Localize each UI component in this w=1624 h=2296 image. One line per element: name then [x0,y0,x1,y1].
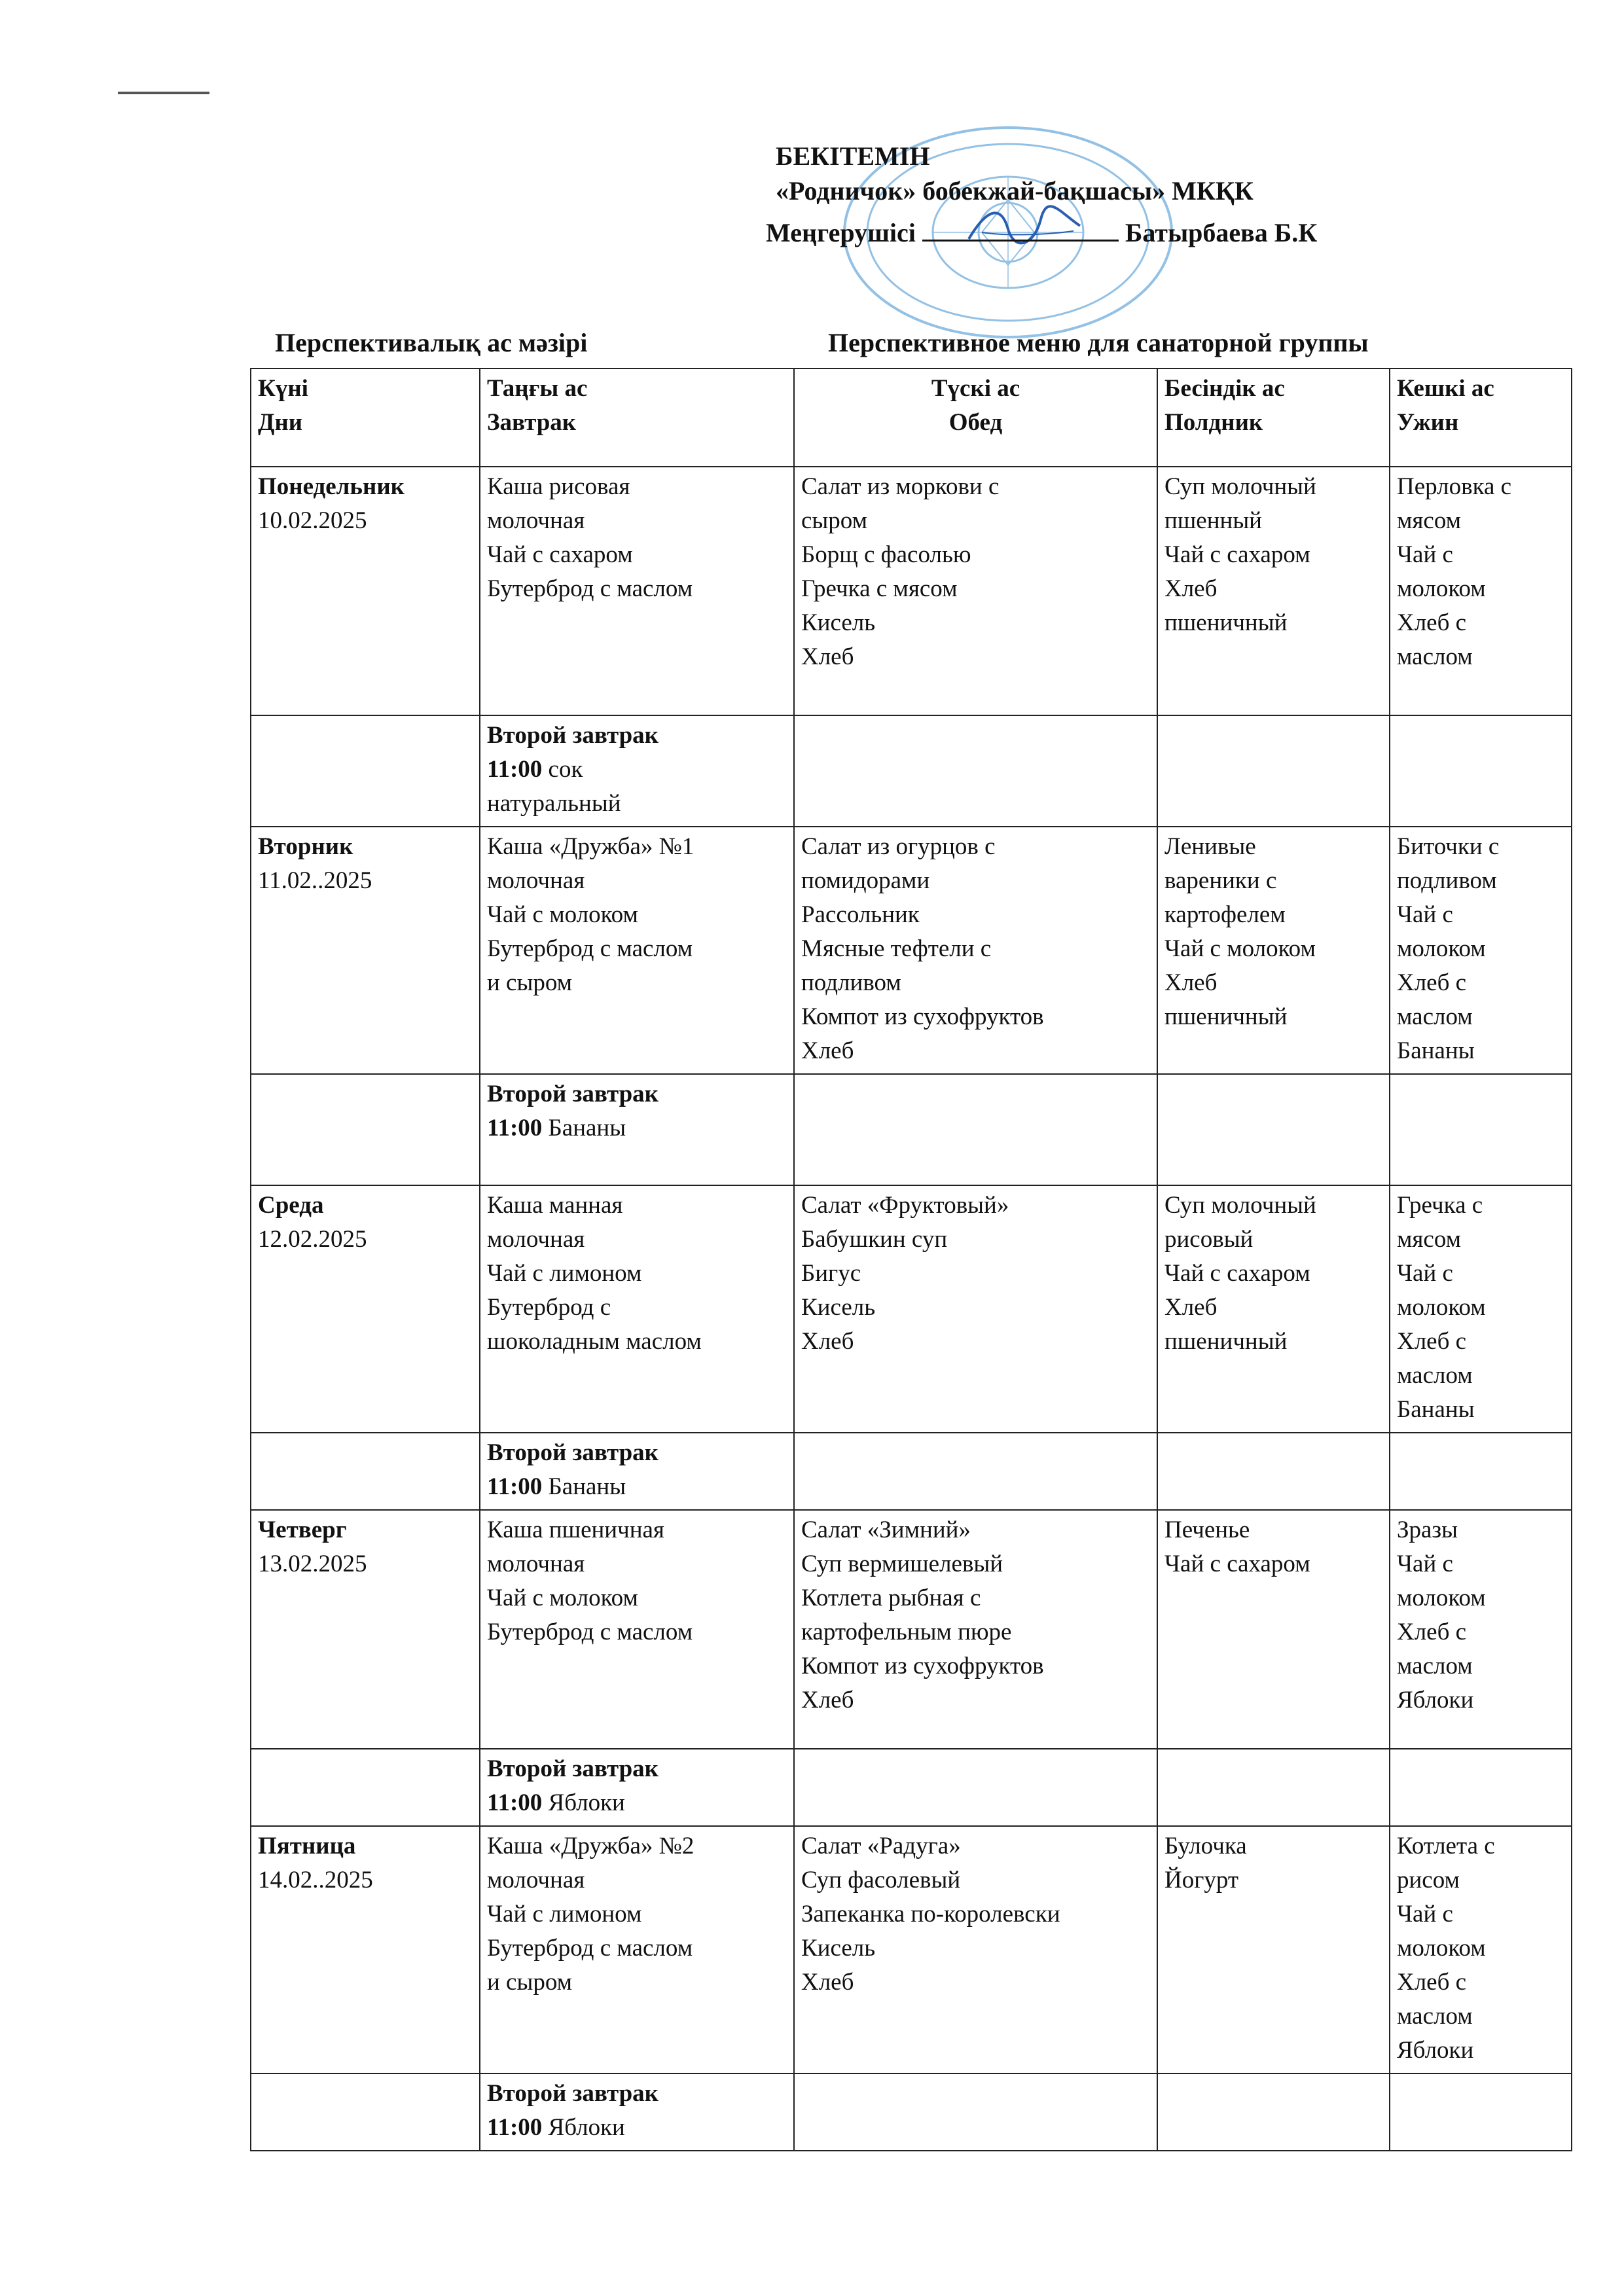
second-breakfast-label: Второй завтрак [487,2080,659,2107]
breakfast-cell [480,1185,794,1433]
day-name: Среда [258,1192,324,1219]
second-breakfast-label: Второй завтрак [487,1439,659,1466]
approval-head-name: Батырбаева Б.К [1125,218,1318,247]
header-lunch: Түскі ас Обед [794,368,1157,467]
dinner-item: молоком [1397,575,1486,602]
second-breakfast-time: 11:00 [487,1115,543,1141]
snack-item: Хлеб [1164,1294,1218,1321]
header-snack: Бесіндік ас Полдник [1157,368,1390,467]
lunch-item: подливом [801,969,901,996]
lunch-cell [794,1826,1157,2073]
lunch-item: Хлеб [801,1687,854,1713]
second-breakfast-time: 11:00 [487,756,543,783]
lunch-item: Рассольник [801,901,920,928]
lunch-item: Суп фасолевый [801,1867,961,1893]
breakfast-cell [480,1510,794,1749]
approval-head-title: Меңгерушісі [766,218,916,247]
day-cell [251,827,480,1074]
empty-cell [1157,1749,1390,1826]
lunch-item: Салат «Фруктовый» [801,1192,1009,1219]
lunch-item: Компот из сухофруктов [801,1653,1044,1679]
dinner-item: Чай с [1397,1551,1453,1577]
breakfast-item: молочная [487,1551,585,1577]
lunch-item: Суп вермишелевый [801,1551,1003,1577]
breakfast-item: Каша манная [487,1192,623,1219]
dinner-item: мясом [1397,1226,1462,1253]
dinner-item: молоком [1397,1935,1486,1962]
second-breakfast-item: Яблоки [548,2114,625,2141]
second-breakfast-label: Второй завтрак [487,1755,659,1782]
dinner-item: маслом [1397,643,1473,670]
lunch-item: помидорами [801,867,930,894]
day-cell [251,1826,480,2073]
dinner-item: маслом [1397,1653,1473,1679]
dinner-cell [1390,1826,1572,2073]
dinner-item: Бананы [1397,1396,1475,1423]
breakfast-item: молочная [487,867,585,894]
dinner-item: Хлеб с [1397,1328,1467,1355]
snack-item: Ленивые [1164,833,1256,860]
empty-cell [1390,1074,1572,1185]
second-breakfast-item: сок [548,756,583,783]
second-breakfast-line [487,2111,787,2145]
lunch-item: Кисель [801,1294,876,1321]
breakfast-item: Чай с лимоном [487,1260,642,1287]
empty-cell [1157,2073,1390,2151]
breakfast-item: Чай с сахаром [487,541,633,568]
breakfast-item: и сыром [487,969,573,996]
breakfast-item: Каша пшеничная [487,1516,664,1543]
snack-item: Хлеб [1164,969,1218,996]
second-breakfast-line [487,1111,787,1145]
lunch-item: картофельным пюре [801,1619,1012,1645]
empty-cell [251,2073,480,2151]
second-breakfast-item: Яблоки [548,1789,625,1816]
empty-cell [794,1433,1157,1510]
second-breakfast-item: Бананы [548,1115,626,1141]
breakfast-item: Каша «Дружба» №2 [487,1833,695,1859]
day-date: 11.02..2025 [258,867,372,894]
snack-item: Чай с сахаром [1164,1551,1310,1577]
dinner-item: Хлеб с [1397,1619,1467,1645]
breakfast-item: Чай с молоком [487,901,638,928]
second-breakfast-item: Бананы [548,1473,626,1500]
second-breakfast-row [251,1433,1572,1510]
lunch-item: Запеканка по-королевски [801,1901,1060,1928]
breakfast-item: Бутерброд с маслом [487,575,693,602]
day-name: Пятница [258,1833,356,1859]
empty-cell [794,715,1157,827]
table-header-row [251,368,1572,467]
day-date: 14.02..2025 [258,1867,373,1893]
dinner-item: Котлета с [1397,1833,1495,1859]
lunch-cell [794,467,1157,715]
snack-cell [1157,1185,1390,1433]
snack-item: Хлеб [1164,575,1218,602]
breakfast-item: молочная [487,1867,585,1893]
day-name: Вторник [258,833,353,860]
second-breakfast-time: 11:00 [487,2114,543,2141]
lunch-item: Котлета рыбная с [801,1585,981,1611]
dinner-item: Биточки с [1397,833,1500,860]
header-dinner: Кешкі ас Ужин [1390,368,1572,467]
snack-item: Чай с сахаром [1164,1260,1310,1287]
dinner-item: молоком [1397,1585,1486,1611]
empty-cell [1157,715,1390,827]
breakfast-item: молочная [487,507,585,534]
snack-item: картофелем [1164,901,1286,928]
dinner-cell [1390,467,1572,715]
day-name: Четверг [258,1516,347,1543]
dinner-item: Гречка с [1397,1192,1483,1219]
dinner-item: Хлеб с [1397,969,1467,996]
table-row [251,1185,1572,1433]
snack-item: рисовый [1164,1226,1254,1253]
snack-item: Чай с сахаром [1164,541,1310,568]
second-breakfast-line [487,1786,787,1820]
menu-title-kz: Перспективалық ас мәзірі [275,328,588,357]
lunch-item: Кисель [801,609,876,636]
dinner-item: мясом [1397,507,1462,534]
dinner-cell [1390,1510,1572,1749]
table-row [251,1826,1572,2073]
header-days: Күні Дни [251,368,480,467]
second-breakfast-extra: натуральный [487,790,621,817]
breakfast-item: Каша рисовая [487,473,630,500]
lunch-cell [794,1510,1157,1749]
lunch-item: Гречка с мясом [801,575,958,602]
dinner-item: Зразы [1397,1516,1458,1543]
lunch-item: Кисель [801,1935,876,1962]
day-date: 12.02.2025 [258,1226,367,1253]
dinner-item: рисом [1397,1867,1460,1893]
second-breakfast-cell [480,1749,794,1826]
lunch-cell [794,827,1157,1074]
second-breakfast-cell [480,2073,794,2151]
lunch-cell [794,1185,1157,1433]
snack-item: Йогурт [1164,1867,1239,1893]
empty-cell [251,715,480,827]
day-cell [251,467,480,715]
table-row [251,467,1572,715]
breakfast-item: Бутерброд с [487,1294,611,1321]
empty-cell [251,1433,480,1510]
lunch-item: Салат из огурцов с [801,833,996,860]
breakfast-cell [480,467,794,715]
empty-cell [794,1074,1157,1185]
dinner-item: Хлеб с [1397,1969,1467,1996]
breakfast-item: Бутерброд с маслом [487,935,693,962]
breakfast-item: и сыром [487,1969,573,1996]
snack-item: Суп молочный [1164,1192,1316,1219]
dinner-item: маслом [1397,1362,1473,1389]
snack-item: пшеничный [1164,1328,1288,1355]
empty-cell [1157,1074,1390,1185]
approval-organization: «Родничок» бобекжай-бақшасы» МКҚК [776,176,1254,206]
lunch-item: Салат «Зимний» [801,1516,971,1543]
menu-title-ru: Перспективное меню для санаторной группы [828,328,1369,357]
lunch-item: Хлеб [801,1969,854,1996]
second-breakfast-label: Второй завтрак [487,722,659,749]
dinner-item: Чай с [1397,541,1453,568]
snack-item: Булочка [1164,1833,1247,1859]
dinner-item: Чай с [1397,901,1453,928]
lunch-item: Мясные тефтели с [801,935,992,962]
dinner-item: Чай с [1397,1260,1453,1287]
lunch-item: Хлеб [801,1328,854,1355]
empty-cell [1390,715,1572,827]
snack-item: вареники с [1164,867,1277,894]
lunch-item: Борщ с фасолью [801,541,971,568]
dinner-item: Хлеб с [1397,609,1467,636]
snack-cell [1157,827,1390,1074]
snack-item: Печенье [1164,1516,1250,1543]
day-cell [251,1510,480,1749]
second-breakfast-line [487,753,787,787]
dinner-item: маслом [1397,2003,1473,2030]
second-breakfast-cell [480,1433,794,1510]
dinner-item: Чай с [1397,1901,1453,1928]
snack-cell [1157,1826,1390,2073]
second-breakfast-cell [480,1074,794,1185]
snack-cell [1157,467,1390,715]
breakfast-item: Бутерброд с маслом [487,1935,693,1962]
second-breakfast-row [251,1074,1572,1185]
day-date: 10.02.2025 [258,507,367,534]
dinner-item: молоком [1397,935,1486,962]
breakfast-item: Чай с молоком [487,1585,638,1611]
dinner-item: Бананы [1397,1037,1475,1064]
lunch-item: Хлеб [801,1037,854,1064]
breakfast-item: шоколадным маслом [487,1328,702,1355]
lunch-item: Салат «Радуга» [801,1833,961,1859]
second-breakfast-cell [480,715,794,827]
dinner-cell [1390,1185,1572,1433]
day-date: 13.02.2025 [258,1551,367,1577]
breakfast-item: Каша «Дружба» №1 [487,833,695,860]
lunch-item: Салат из моркови с [801,473,1000,500]
breakfast-item: молочная [487,1226,585,1253]
empty-cell [251,1074,480,1185]
day-cell [251,1185,480,1433]
approval-head-line [766,216,1317,249]
approval-heading: БЕКІТЕМІН [776,141,930,171]
empty-cell [1390,2073,1572,2151]
empty-cell [794,1749,1157,1826]
snack-item: Чай с молоком [1164,935,1316,962]
snack-item: пшеничный [1164,609,1288,636]
dinner-item: Яблоки [1397,2037,1474,2064]
signature-line [922,216,1119,242]
second-breakfast-time: 11:00 [487,1473,543,1500]
scan-artifact-line [118,92,209,94]
dinner-item: маслом [1397,1003,1473,1030]
snack-item: пшенный [1164,507,1262,534]
empty-cell [794,2073,1157,2151]
empty-cell [1390,1433,1572,1510]
snack-item: пшеничный [1164,1003,1288,1030]
table-row [251,1510,1572,1749]
day-name: Понедельник [258,473,405,500]
breakfast-cell [480,827,794,1074]
empty-cell [1390,1749,1572,1826]
lunch-item: Бигус [801,1260,861,1287]
second-breakfast-row [251,1749,1572,1826]
second-breakfast-label: Второй завтрак [487,1081,659,1107]
lunch-item: Хлеб [801,643,854,670]
second-breakfast-row [251,2073,1572,2151]
dinner-cell [1390,827,1572,1074]
breakfast-item: Бутерброд с маслом [487,1619,693,1645]
breakfast-cell [480,1826,794,2073]
dinner-item: подливом [1397,867,1497,894]
header-breakfast: Таңғы ас Завтрак [480,368,794,467]
lunch-item: Бабушкин суп [801,1226,948,1253]
second-breakfast-row [251,715,1572,827]
table-row [251,827,1572,1074]
menu-table [250,368,1572,2151]
second-breakfast-line [487,1470,787,1504]
second-breakfast-time: 11:00 [487,1789,543,1816]
empty-cell [1157,1433,1390,1510]
dinner-item: Перловка с [1397,473,1512,500]
dinner-item: Яблоки [1397,1687,1474,1713]
snack-cell [1157,1510,1390,1749]
lunch-item: Компот из сухофруктов [801,1003,1044,1030]
empty-cell [251,1749,480,1826]
breakfast-item: Чай с лимоном [487,1901,642,1928]
snack-item: Суп молочный [1164,473,1316,500]
dinner-item: молоком [1397,1294,1486,1321]
lunch-item: сыром [801,507,867,534]
